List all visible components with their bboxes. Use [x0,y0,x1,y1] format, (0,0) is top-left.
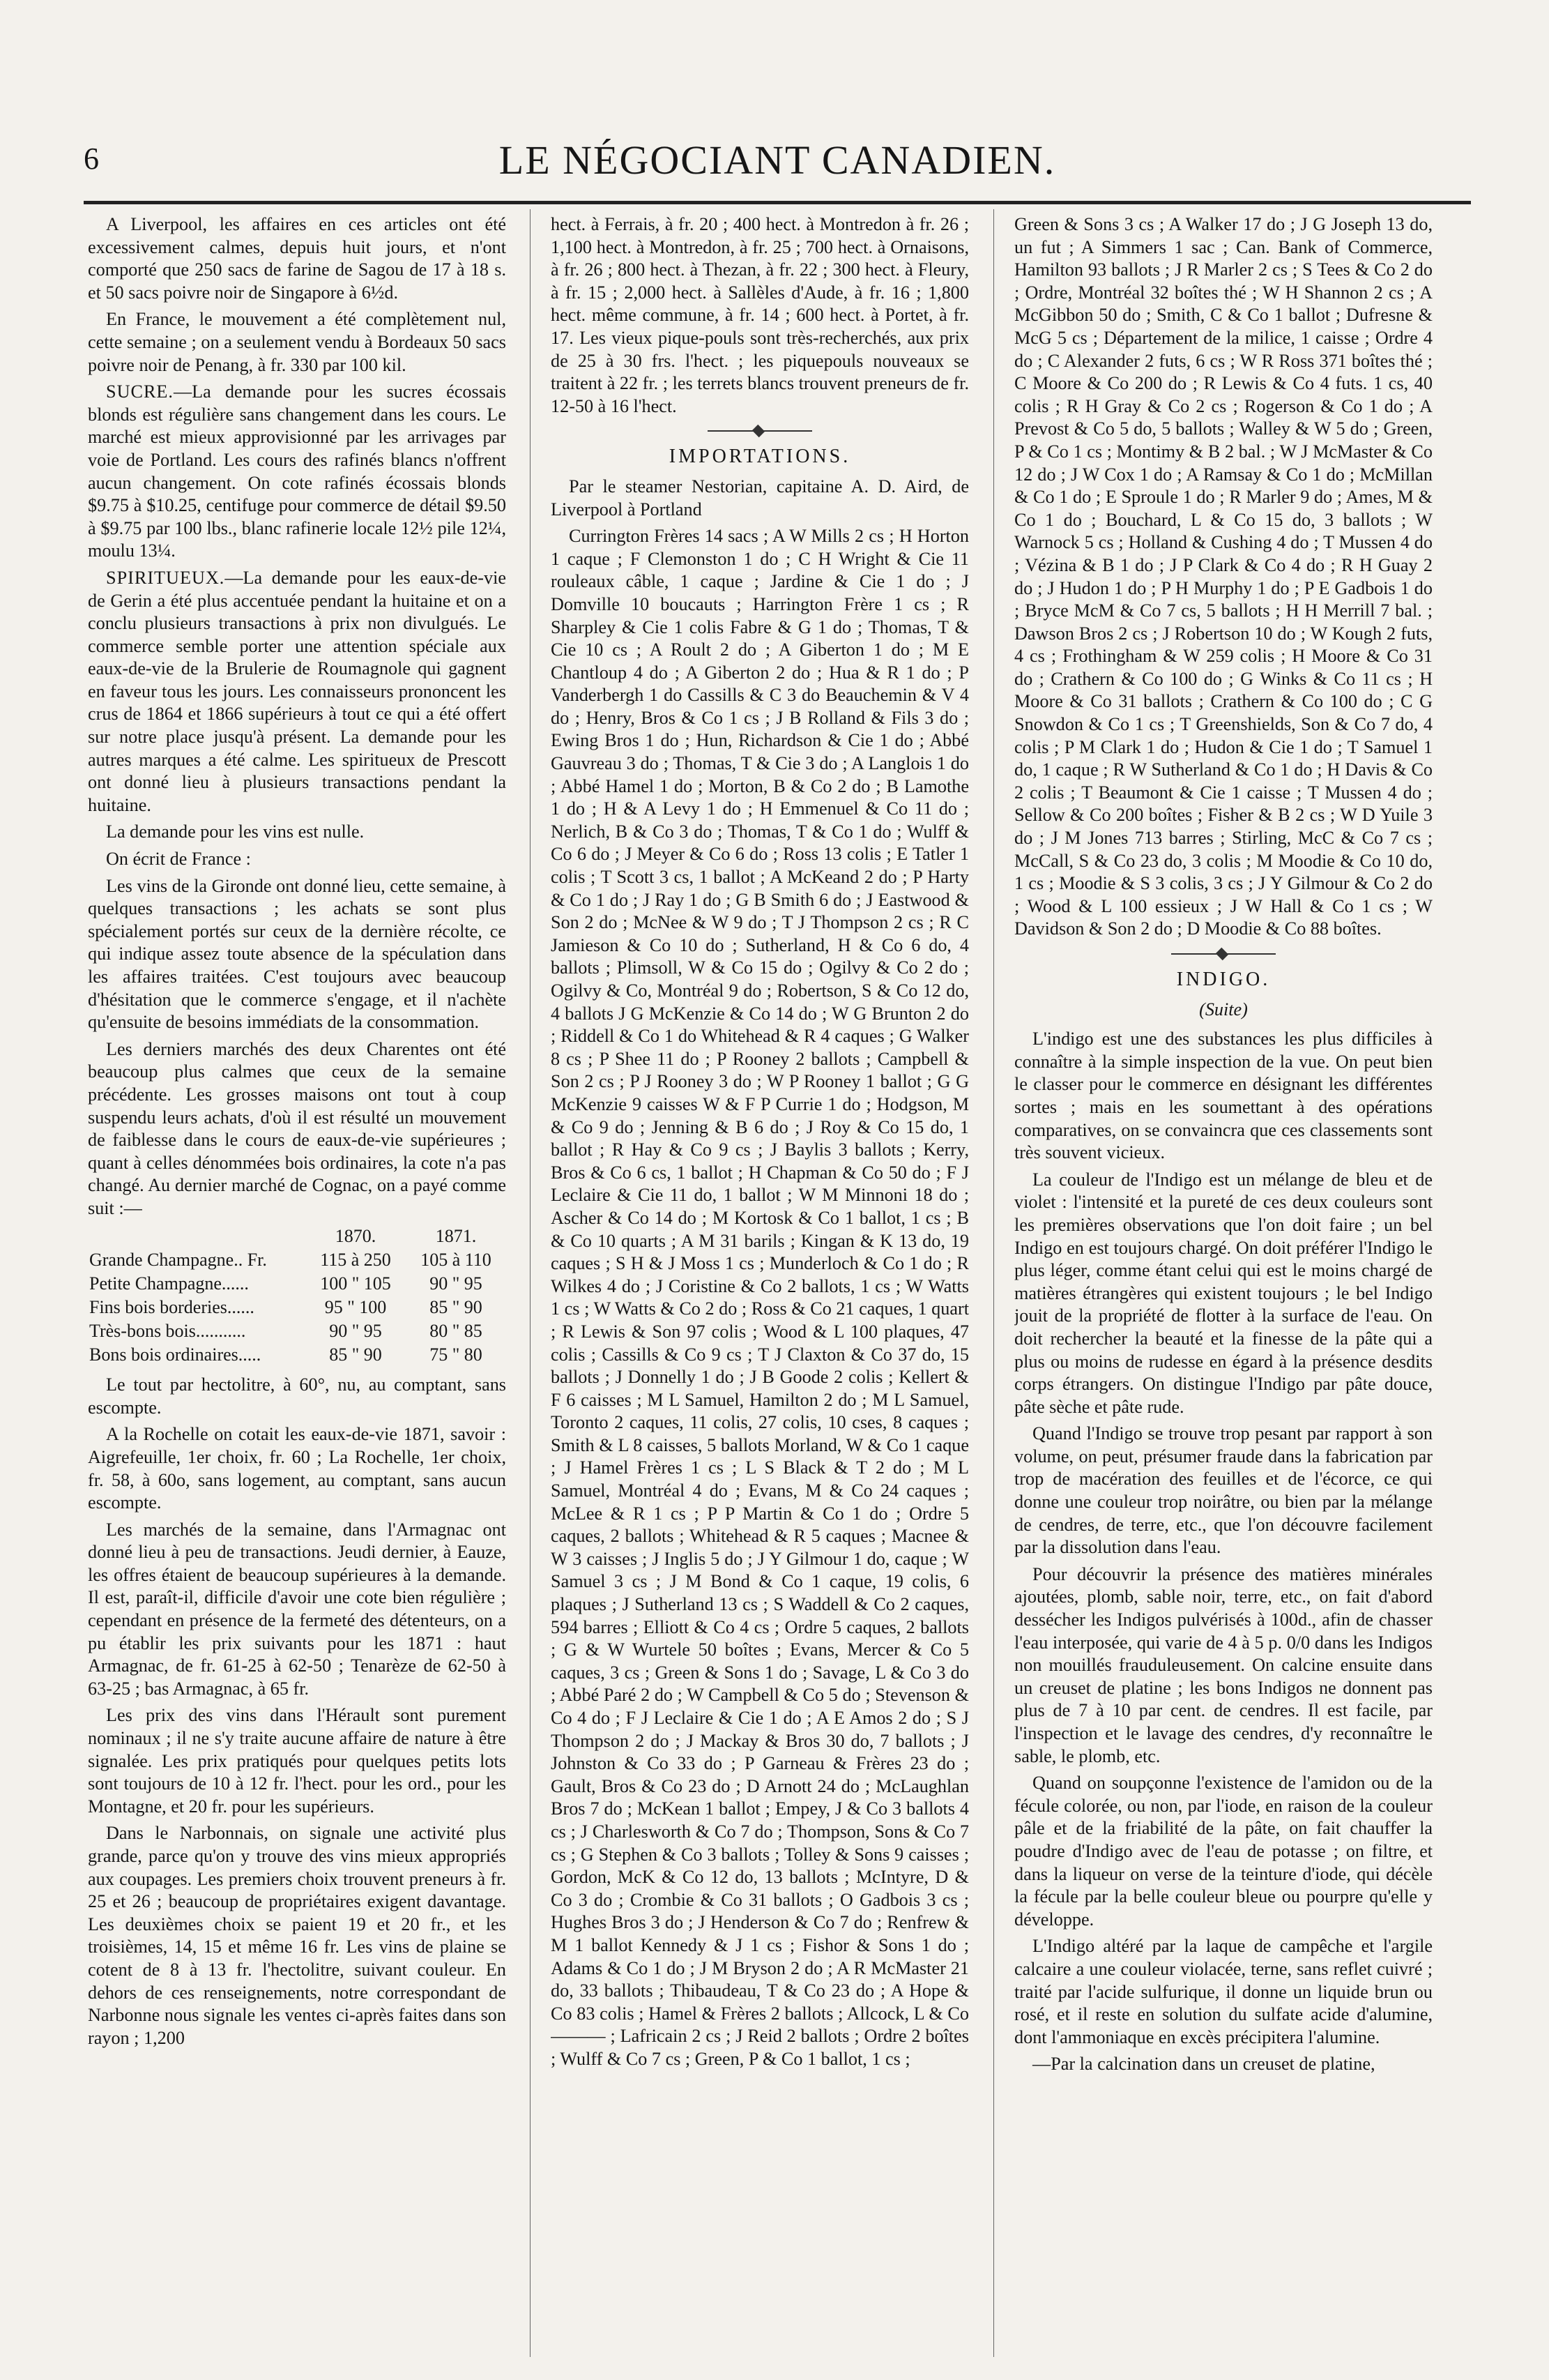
row-label: Très-bons bois........... [89,1321,246,1342]
paragraph-sucre [88,381,506,563]
paragraph-spiritueux [88,567,506,817]
paragraph: Le tout par hectolitre, à 60°, nu, au comptant, sans escompte. [88,1374,506,1418]
section-text: —La demande pour les eaux-de-vie de Gerin a été plus accentuée pendant la huitaine et on a conclu plusieurs transactions à prix non divulgués. Le commerce semble porter une attention spéciale aux eaux-de-vie de la Brulerie de Roumagnole qui gagnent en faveur tous les jours. Les connaisseurs prononcent les crus de 1864 et 1866 supérieurs à tout ce qui a été offert sur notre place jusqu'à présent. La demande pour les autres marques a été calme. Les spiritueux de Prescott ont donné lieu à plusieurs transactions pendant la huitaine. [88,567,506,815]
paragraph: Les prix des vins dans l'Hérault sont purement nominaux ; il ne s'y traite aucune affaire de nature à être signalée. Les prix pratiqués pour quelques petits lots sont toujours de 10 à 12 fr. l'hect. pour les ord., pour les Montagne, et 20 fr. pour les supérieurs. [88,1705,506,1817]
paragraph: Les derniers marchés des deux Charentes ont été beaucoup plus calmes que ceux de la semaine précédente. Les grosses maisons ont tout à coup suspendu leurs achats, d'où il est résulté un mouvement de faiblesse dans le cours de eaux-de-vie supérieures ; quant à celles dénommées bois ordinaires, la cote n'a pas changé. Au dernier marché de Cognac, on a payé comme suit :— [88,1038,506,1218]
cognac-price-table [88,1225,506,1367]
price-1871: 90 " 95 [429,1273,482,1294]
section-subheading: (Suite) [1199,999,1248,1020]
table-header-row [88,1225,506,1249]
column-header: 1871. [435,1225,477,1246]
price-1870: 100 " 105 [320,1273,391,1294]
paragraph: La demande pour les vins est nulle. [106,821,365,842]
column-2 [551,213,969,2354]
section-divider [708,430,812,432]
paragraph: En France, le mouvement a été complètement nul, cette semaine ; on a seulement vendu à Bordeaux 50 sacs poivre noir de Penang, à fr. 330 par 100 kil. [88,309,506,375]
section-text: —La demande pour les sucres écossais blonds est régulière sans changement dans les cours. Le marché est mieux approvisionné par les arrivages par voie de Portland. Les cours des rafinés blancs n'offrent aucun changement. On cote rafinés écossais blonds $9.75 à $10.25, centifuge pour commerce de détail $9.50 à $9.75 par 100 lbs., blanc rafinerie locale 12½ pile 12¼, moulu 13¼. [88,381,506,561]
paragraph: La couleur de l'Indigo est un mélange de bleu et de violet : l'intensité et la pureté de ces deux couleurs sont les premières observations que l'on doit faire ; un bel Indigo en est toujours chargé. On doit préférer l'Indigo le plus léger, comme étant celui qui est le moins chargé de matières étrangères qui existent toujours ; le bel Indigo jouit de la propriété de flotter à la surface de l'eau. On doit rechercher la beauté et la finesse de la pâte qui a plus ou moins de rudesse en égard à la présence desdits corps étrangers. On distingue l'Indigo par pâte douce, pâte sèche et pâte rude. [1014,1169,1433,1417]
masthead [84,137,1471,192]
paragraph: A Liverpool, les affaires en ces articles ont été excessivement calmes, depuis huit jours, et n'ont comporté que 250 sacs de farine de Sagou de 17 à 18 s. et 50 sacs poivre noir de Singapore à 6½d. [88,214,506,303]
price-1870: 85 " 90 [329,1344,382,1365]
paragraph: Les marchés de la semaine, dans l'Armagnac ont donné lieu à peu de transactions. Jeudi dernier, à Eauze, les offres étaient de beaucoup supérieures à la demande. Il est, paraît-il, difficile d'avoir une cote bien régulière ; cependant en présence de la fermeté des détenteurs, on a pu établir les prix suivants pour les 1871 : haut Armagnac, de fr. 61-25 à 62-50 ; Tenarèze de 62-50 à 63-25 ; bas Armagnac, à 65 fr. [88,1519,506,1699]
section-lead: SUCRE. [106,381,174,402]
column-divider [993,209,994,2357]
paragraph: hect. à Ferrais, à fr. 20 ; 400 hect. à Montredon à fr. 26 ; 1,100 hect. à Montredon, à fr. 25 ; 700 hect. à Ornaisons, à fr. 26 ; 800 hect. à Thezan, à fr. 22 ; 300 hect. à Fleury, à fr. 15 ; 2,000 hect. à Sallèles d'Aude, à fr. 16 ; 1,800 hect. même commune, à fr. 14 ; 600 hect. à Portet, à fr. 17. Les vieux pique-pouls sont très-recherchés, aux prix de 25 à 30 frs. l'hect. ; les piquepouls nouveaux se traitent à 22 fr. ; les terrets blancs trouvent preneurs de fr. 12-50 à 16 l'hect. [551,214,969,416]
paragraph: —Par la calcination dans un creuset de platine, [1032,2054,1375,2075]
section-divider [1171,953,1276,955]
table-row [88,1319,506,1343]
paragraph: L'Indigo altéré par la laque de campêche et l'argile calcaire a une couleur violacée, terne, sans reflet cuivré ; traité par l'acide sulfurique, il donne un liquide brun ou rosé, et il reste en solution du sulfate acide d'alumine, dont l'ammoniaque en excès précipitera l'alumine. [1014,1936,1433,2047]
import-list-continued: Green & Sons 3 cs ; A Walker 17 do ; J G Joseph 13 do, un fut ; A Simmers 1 sac ; Can. Bank of Commerce, Hamilton 93 ballots ; J R Marler 2 cs ; S Tees & Co 2 do ; Ordre, Montréal 32 boîtes thé ; W H Shannon 2 cs ; A McGibbon 50 do ; Smith, C & Co 1 ballot ; Dufresne & McG 5 cs ; Département de la milice, 1 caisse ; Ordre 4 do ; C Alexander 2 futs, 6 cs ; W R Ross 371 boîtes thé ; C Moore & Co 200 do ; R Lewis & Co 4 futs. 1 cs, 40 colis ; R H Gray & Co 2 cs ; Rogerson & Co 1 do ; A Prevost & Co 5 do, 5 ballots ; Walley & W 5 do ; Green, P & Co 1 cs ; Montimy & B 2 bal. ; W J McMaster & Co 12 do ; J W Cox 1 do ; A Ramsay & Co 1 do ; McMillan & Co 1 do ; E Sproule 1 do ; R Marler 9 do ; Ames, M & Co 1 do ; Bouchard, L & Co 15 do, 3 ballots ; W Warnock 5 cs ; Holland & Cushing 4 do ; T Mussen 4 do ; Vézina & B 1 do ; J P Clark & Co 4 do ; R H Guay 2 do ; J Hudon 1 do ; P H Murphy 1 do ; P E Gadbois 1 do ; Bryce McM & Co 7 cs, 5 ballots ; H H Merrill 7 bal. ; Dawson Bros 2 cs ; J Robertson 10 do ; W Kough 2 futs, 4 cs ; Frothingham & W 259 colis ; H Moore & Co 31 do ; Crathern & Co 100 do ; G Winks & Co 11 cs ; H Moore & Co 31 ballots ; Crathern & Co 100 do ; C G Snowdon & Co 1 cs ; T Greenshields, Son & Co 7 do, 4 colis ; P M Clark 1 do ; Hudon & Cie 1 do ; T Samuel 1 do, 1 caque ; R W Sutherland & Co 1 do ; H Davis & Co 2 colis ; T Beaumont & Cie 1 caisse ; T Mussen 4 do ; Sellow & Co 200 boîtes ; Fisher & B 2 cs ; W D Yuile 3 do ; J M Jones 713 barres ; Stirling, McC & Co 7 cs ; McCall, S & Co 23 do, 3 colis ; M Moodie & Co 10 do, 1 cs ; Moodie & S 3 colis, 3 cs ; J Y Gilmour & Co 2 do ; Wood & L 100 essieux ; J W Hall & Co 1 cs ; W Davidson & Son 2 do ; D Moodie & Co 88 boîtes. [1014,214,1433,939]
row-label: Fins bois borderies...... [89,1297,254,1318]
section-lead: SPIRITUEUX. [106,567,225,588]
paragraph: Quand on soupçonne l'existence de l'amidon ou de la fécule colorée, ou non, par l'iode, en raison de la couleur pâle et de la friabilité de la pâte, on fait chauffer la poudre d'Indigo avec de l'eau de potasse ; on filtre, et dans la liqueur on verse de la teinture d'iode, qui décèle la fécule par la belle couleur bleue ou pourpre qu'elle y développe. [1014,1773,1433,1930]
paragraph: Pour découvrir la présence des matières minérales ajoutées, plomb, sable noir, terre, etc., on fait d'abord dessécher les Indigos pulvérisés à 100d., afin de chasser l'eau interposée, qui varie de 4 à 5 p. 0/0 dans les Indigos non mouillés frauduleusement. On calcine ensuite dans un creuset de platine ; les bons Indigos ne donnent pas plus de 7 à 10 par cent. de cendres. Il est facile, par l'inspection et le lavage des cendres, d'y reconnaître le sable, le plomb, etc. [1014,1563,1433,1766]
row-label: Grande Champagne.. Fr. [89,1250,267,1271]
section-heading: INDIGO. [1176,969,1271,990]
column-divider [530,209,531,2357]
page-number: 6 [84,142,99,176]
paragraph: On écrit de France : [106,849,251,870]
paragraph: L'indigo est une des substances les plus difficiles à connaître à la simple inspection de la vue. On peut bien le classer pour le commerce en désignant les différentes sortes ; mais en les soumettant à des opérations comparatives, on se convaincra que ces classements sont très souvent vicieux. [1014,1029,1433,1163]
table-row [88,1343,506,1367]
table-row [88,1296,506,1319]
section-heading: IMPORTATIONS. [669,446,851,468]
price-1871: 85 " 90 [429,1297,482,1318]
price-1870: 90 " 95 [329,1321,382,1342]
column-1 [88,213,506,2354]
paragraph: Les vins de la Gironde ont donné lieu, cette semaine, à quelques transactions ; les achats se sont plus spécialement portés sur ceux de la dernière récolte, ce qui indique assez toute absence de la spéculation dans les affaires traitées. C'est toujours avec beaucoup d'hésitation que le commerce s'engage, et il n'achète qu'ensuite de besoins immédiats de la consommation. [88,875,506,1033]
paragraph: Dans le Narbonnais, on signale une activité plus grande, parce qu'on y trouve des vins mieux appropriés aux coupages. Les premiers choix trouvent preneurs à fr. 25 et 26 ; beaucoup de propriétaires exigent davantage. Les deuxièmes choix se paient 19 et 20 fr., et les troisièmes, 14, 15 et même 16 fr. Les vins de plaine se cotent de 8 à 13 fr. l'hectolitre, suivant couleur. En dehors de ces renseignements, notre correspondant de Narbonne nous signale les ventes ci-après faites dans son rayon ; 1,200 [88,1823,506,2048]
journal-title: LE NÉGOCIANT CANADIEN. [498,137,1056,183]
price-1871: 75 " 80 [429,1344,482,1365]
row-label: Bons bois ordinaires..... [89,1344,261,1365]
import-list: Currington Frères 14 sacs ; A W Mills 2 cs ; H Horton 1 caque ; F Clemonston 1 do ; C H Wright & Cie 11 rouleaux câble, 1 caque ; Jardine & Cie 1 do ; J Domville 10 boucauts ; Harrington Frère 1 cs ; R Sharpley & Cie 1 colis Fabre & G 1 do ; Thomas, T & Cie 10 cs ; A Roult 2 do ; A Giberton 1 do ; M E Chantloup 4 do ; A Giberton 2 do ; Hua & R 1 do ; P Vanderbergh 1 do Cassills & C 3 do Beauchemin & V 4 do ; Henry, Bros & Co 1 cs ; J B Rolland & Fils 3 do ; Ewing Bros 1 do ; Hun, Richardson & Cie 1 do ; Abbé Gauvreau 3 do ; Thomas, T & Cie 3 do ; A Langlois 1 do ; Abbé Hamel 1 do ; Morton, B & Co 2 do ; B Lamothe 1 do ; H & A Levy 1 do ; H Emmenuel & Co 11 do ; Nerlich, B & Co 3 do ; Thomas, T & Co 1 do ; Wulff & Co 6 do ; J Meyer & Co 6 do ; Ross 13 colis ; E Tatler 1 colis ; T Scott 3 cs, 1 ballot ; A McKeand 2 do ; P Harty & Co 1 do ; J Ray 1 do ; G B Smith 6 do ; J Eastwood & Son 2 do ; McNee & W 9 do ; T J Thompson 2 cs ; R C Jamieson & Co 10 do ; Sutherland, H & Co 6 do, 4 ballots ; Plimsoll, W & Co 15 do ; Ogilvy & Co 2 do ; Ogilvy & Co, Montréal 9 do ; Robertson, S & Co 12 do, 4 ballots J G McKenzie & Co 14 do ; W G Brunton 2 do ; Riddell & Co 1 do Whitehead & R 4 caques ; G Walker 8 cs ; P Shee 11 do ; P Rooney 2 ballots ; Campbell & Son 2 cs ; P J Rooney 3 do ; W P Rooney 1 ballot ; G G McKenzie 9 caisses W & F P Currie 1 do ; Hodgson, M & Co 9 do ; Jenning & B 6 do ; J Roy & Co 15 do, 1 ballot ; R Hay & Co 9 cs ; J Baylis 3 ballots ; Kerry, Bros & Co 6 cs, 1 ballot ; H Chapman & Co 50 do ; F J Leclaire & Cie 11 do, 1 ballot ; W M Minnoni 18 do ; Ascher & Co 14 do ; M Kortosk & Co 1 ballot, 1 cs ; B & Co 10 quarts ; A M 31 barils ; Kingan & K 13 do, 19 caques ; S H & J Moss 1 cs ; Munderloch & Co 1 do ; R Wilkes 4 do ; J Coristine & Co 2 ballots, 1 cs ; W Watts 1 cs ; W Watts & Co 2 do ; Ross & Co 21 caques, 1 quart ; R Lewis & Son 97 colis ; Wood & L 100 plaques, 47 colis ; Cassills & Co 9 cs ; T J Claxton & Co 37 do, 15 ballots ; J Donnelly 1 do ; J B Goode 2 colis ; Kellert & F 6 caisses ; M L Samuel, Hamilton 2 do ; M L Samuel, Toronto 2 caques, 11 colis, 27 colis, 10 cses, 8 caques ; Smith & L 8 caisses, 5 ballots Morland, W & Co 1 caque ; J Hamel Frères 1 cs ; L S Black & T 2 do ; M L Samuel, Montréal 4 do ; Evans, M & Co 24 caques ; McLee & R 1 cs ; P P Martin & Co 1 do ; Ordre 5 caques, 2 ballots ; Whitehead & R 5 caques ; Macnee & W 3 caisses ; J Inglis 5 do ; J Y Gilmour 1 do, caque ; W Samuel 3 cs ; J M Bond & Co 1 caque, 19 colis, 6 plaques ; J Sutherland 13 cs ; S Waddell & Co 2 caques, 594 barres ; Elliott & Co 4 cs ; Ordre 5 caques, 2 ballots ; G & W Wurtele 50 boîtes ; Evans, Mercer & Co 5 caques, 3 cs ; Green & Sons 1 do ; Savage, L & Co 3 do ; Abbé Paré 2 do ; W Campbell & Co 5 do ; Stevenson & Co 4 do ; F J Leclaire & Cie 1 do ; A E Amos 2 do ; S J Thompson 2 do ; J Mackay & Bros 30 do, 7 ballots ; J Johnston & Co 33 do ; P Garneau & Frères 23 do ; Gault, Bros & Co 23 do ; D Arnott 24 do ; McLaughlan Bros 7 do ; McKean 1 ballot ; Empey, J & Co 3 ballots 4 cs ; J Charlesworth & Co 7 do ; Thompson, Sons & Co 7 cs ; G Stephen & Co 3 ballots ; Tolley & Sons 9 caisses ; Gordon, McK & Co 12 do, 13 ballots ; McIntyre, D & Co 3 do ; Crombie & Co 31 ballots ; O Gadbois 3 cs ; Hughes Bros 3 do ; J Henderson & Co 7 do ; Renfrew & M 1 ballot Kennedy & J 1 cs ; Fishor & Sons 1 do ; Adams & Co 1 do ; J M Bryson 2 do ; A R McMaster 21 do, 33 ballots ; Thibaudeau, T & Co 23 do ; A Hope & Co 83 colis ; Hamel & Frères 2 ballots ; Allcock, L & Co ——— ; Lafricain 2 cs ; J Reid 2 ballots ; Ordre 2 boîtes ; Wulff & Co 7 cs ; Green, P & Co 1 ballot, 1 cs ; [551,526,969,2069]
price-1870: 95 " 100 [324,1297,387,1318]
price-1871: 80 " 85 [429,1321,482,1342]
price-1870: 115 à 250 [320,1250,391,1271]
paragraph: A la Rochelle on cotait les eaux-de-vie 1871, savoir : Aigrefeuille, 1er choix, fr. 60 ; La Rochelle, 1er choix, fr. 58, à 60o, sans logement, au comptant, sans aucun escompte. [88,1424,506,1513]
paragraph: Quand l'Indigo se trouve trop pesant par rapport à son volume, on peut, présumer fraude dans la fabrication par trop de macération des feuilles et de l'écorce, ce qui donne une couleur trop noirâtre, ou bien par la mélange de cendres, de terre, etc., que l'on découvre facilement par la dissolution dans l'eau. [1014,1423,1433,1558]
header-rule [84,201,1471,204]
column-3 [1014,213,1433,2354]
paragraph: Par le steamer Nestorian, capitaine A. D. Aird, de Liverpool à Portland [551,476,969,520]
row-label: Petite Champagne...... [89,1273,249,1294]
column-header: 1870. [335,1225,376,1246]
table-row [88,1248,506,1272]
table-row [88,1272,506,1296]
price-1871: 105 à 110 [420,1250,491,1271]
